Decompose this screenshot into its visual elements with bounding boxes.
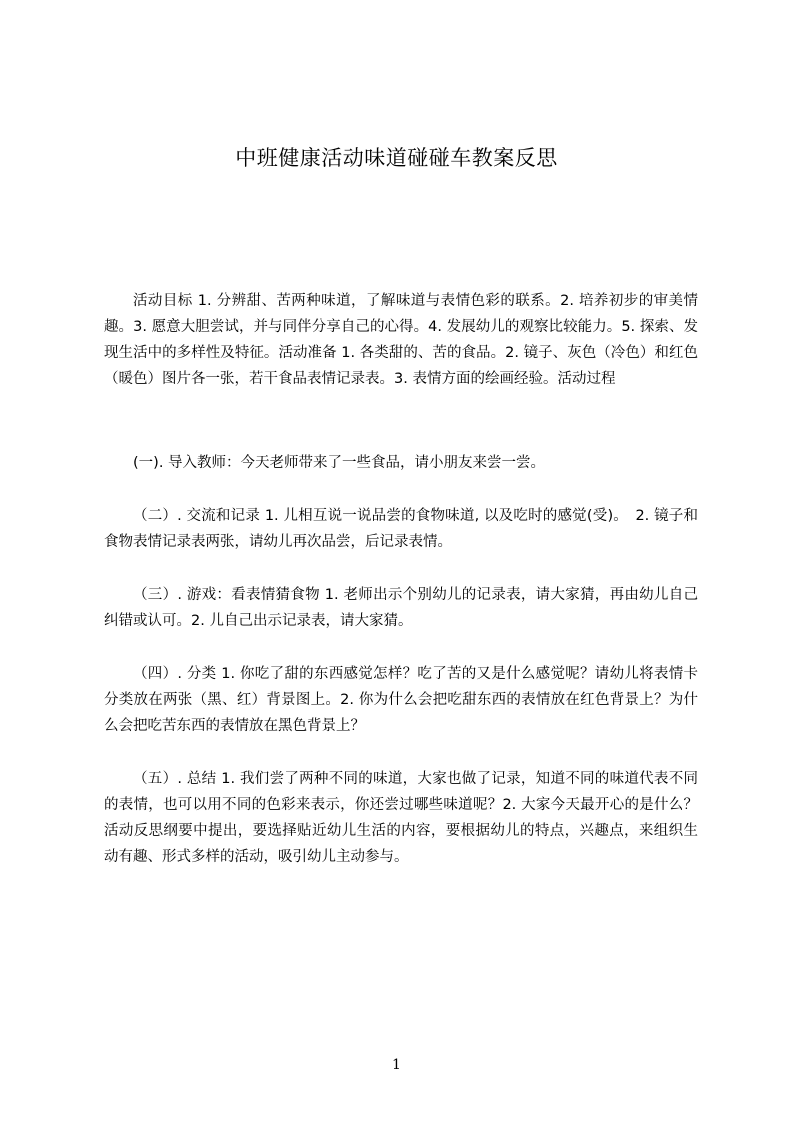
paragraph-objectives: 活动目标 1. 分辨甜、苦两种味道，了解味道与表情色彩的联系。2. 培养初步的审美情趣。3. 愿意大胆尝试，并与同伴分享自己的心得。4. 发展幼儿的观察比较能力。5. 探索、发现生活中的多样性及特征。活动准备 1. 各类甜的、苦的食品。2. 镜子、灰色（冷色）和红色（暖色）图片各一张，若干食品表情记录表。3. 表情方面的绘画经验。活动过程 xyxy=(104,293,698,387)
paragraph-step-3: （三）. 游戏：看表情猜食物 1. 老师出示个别幼儿的记录表，请大家猜，再由幼儿自己纠错或认可。2. 儿自己出示记录表，请大家猜。 xyxy=(104,587,698,629)
document-title: 中班健康活动味道碰碰车教案反思 xyxy=(235,146,558,170)
paragraph-step-4: （四）. 分类 1. 你吃了甜的东西感觉怎样？吃了苦的又是什么感觉呢？请幼儿将表情卡分类放在两张（黑、红）背景图上。2. 你为什么会把吃甜东西的表情放在红色背景上？为什么会把吃苦东西的表情放在黑色背景上？ xyxy=(104,666,698,734)
paragraph-step-2: （二）. 交流和记录 1. 儿相互说一说品尝的食物味道, 以及吃时的感觉(受)。 2. 镜子和食物表情记录表两张，请幼儿再次品尝，后记录表情。 xyxy=(104,508,698,550)
page-number: 1 xyxy=(392,1057,401,1073)
paragraph-step-5: （五）. 总结 1. 我们尝了两种不同的味道，大家也做了记录，知道不同的味道代表不同的表情，也可以用不同的色彩来表示，你还尝过哪些味道呢？2. 大家今天最开心的是什么？活动反思纲要中提出，要选择贴近幼儿生活的内容，要根据幼儿的特点，兴趣点，来组织生动有趣、形式多样的活动，吸引幼儿主动参与。 xyxy=(104,771,698,865)
paragraph-step-1: (一). 导入教师：今天老师带来了一些食品，请小朋友来尝一尝。 xyxy=(133,455,546,471)
